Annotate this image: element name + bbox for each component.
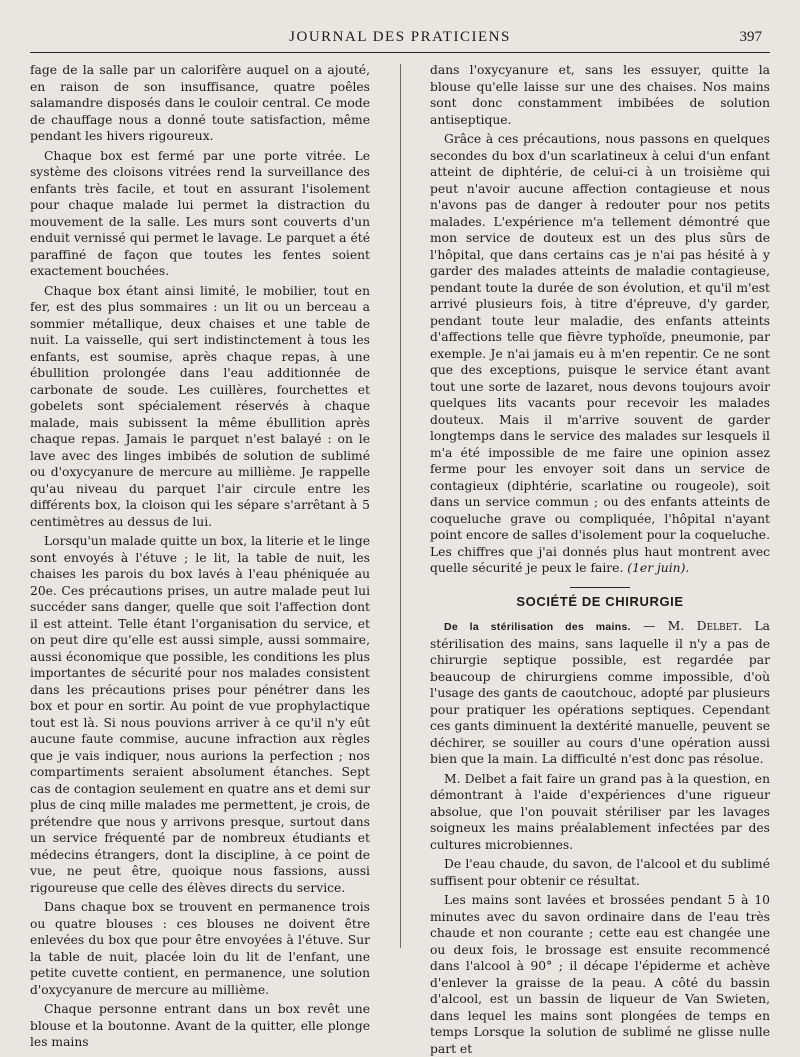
paragraph-text: Grâce à ces précautions, nous passons en quelques secondes du box d'un scarlatineux à celui d'un enfant atteint de diphtérie, de celui-ci à un troisième qui peut n'avoir aucune affection contagieuse et nous n'avons pas de danger à redouter pour nos petits malades. L'expérience m'a tellement démontré que mon service de douteux est un des plus sûrs de l'hôpital, que dans certains cas je n'ai pas hésité à y garder des malades atteints de maladie contagieuse, pendant toute la durée de son évolution, et qu'il m'est arrivé plusieurs fois, à titre d'épreuve, d'y garder, pendant toute leur maladie, des enfants atteints d'affections telle que fièvre typhoïde, pneumonie, par exemple. Je n'ai jamais eu à m'en repentir. Ce ne sont que des exceptions, puisque le service étant avant tout une sorte de lazaret, nous devons toujours avoir quelques lits vacants pour recevoir les malades douteux. Mais il m'arrive souvent de garder longtemps dans le service des malades sur lesquels il m'a été impossible de me faire une opinion assez ferme pour les envoyer soit dans un service de contagieux (diphtérie, scarlatine ou rougeole), soit dans un service commun ; ou des enfants atteints de coqueluche grave ou compliquée, l'hôpital n'ayant point encore de salles d'isolement pour la coqueluche. Les chiffres que j'ai donnés plus haut montrent avec quelle sécurité je peux le faire. [430, 132, 770, 575]
left-column [30, 62, 370, 1049]
dash: — M. [630, 619, 697, 633]
section-title: SOCIÉTÉ DE CHIRURGIE [516, 593, 684, 609]
page-header [30, 26, 770, 52]
paragraph: fage de la salle par un calorifère auquel on a ajouté, en raison de son insuffisance, quatre poêles salamandre disposés dans le couloir central. Ce mode de chauffage nous a donné toute satisfaction, même pendant les hivers rigoureux. [30, 63, 370, 143]
lead-text: . La stérilisation des mains, sans laquelle il n'y a pas de chirurgie septique possible, est regardée par beaucoup de chirurgiens comme impossible, d'où l'usage des gants de caoutchouc, adopté par plusieurs pour pratiquer les opérations septiques. Cependant ces gants diminuent la dextérité manuelle, peuvent se déchirer, se souiller au cours d'une opération aussi bien que la main. La difficulté n'est donc pas résolue. [430, 619, 770, 766]
two-column-body [30, 62, 770, 1056]
column-divider [400, 64, 401, 948]
paragraph: Chaque box étant ainsi limité, le mobilier, tout en fer, est des plus sommaires : un lit ou un berceau a sommier métallique, deux chaises et une table de nuit. La vaisselle, qui sert indistinctement à tous les enfants, est soumise, après chaque repas, à une ébullition prolongée dans l'eau additionnée de carbonate de soude. Les cuillères, fourchettes et gobelets sont spécialement réservés à chaque malade, mais subissent la même ébullition après chaque repas. Jamais le parquet n'est balayé : on le lave avec des linges imbibés de solution de sublimé ou d'oxycyanure de mercure au millième. Je rappelle qu'au niveau du parquet l'air circule entre les différents box, la cloison qui les sépare s'arrêtant à 5 centimètres au dessus de lui. [30, 283, 370, 529]
dateline: (1er juin). [627, 561, 690, 575]
paragraph: dans l'oxycyanure et, sans les essuyer, quitte la blouse qu'elle laisse sur une des chaises. Nos mains sont donc constamment imbibées de solution antiseptique. [430, 63, 770, 127]
paragraph: Les mains sont lavées et brossées pendant 5 à 10 minutes avec du savon ordinaire dans de l'eau très chaude et non courante ; cette eau est changée une ou deux fois, le brossage est ensuite recommencé dans l'alcool à 90° ; il décape l'épiderme et achève d'enlever la graisse de la peau. A côté du bassin d'alcool, est un bassin de liqueur de Van Swieten, dans lequel les mains sont plongées de temps en temps Lorsque la solution de sublimé ne glisse nulle part et [430, 893, 770, 1056]
paragraph: Chaque box est fermé par une porte vitrée. Le système des cloisons vitrées rend la surveillance des enfants très facile, et tout en assurant l'isolement pour chaque malade lui permet la distraction du mouvement de la salle. Les murs sont couverts d'un enduit vernissé qui permet le lavage. Le parquet a été paraffiné de façon que toutes les fentes soient exactement bouchées. [30, 148, 370, 278]
paragraph: M. Delbet a fait faire un grand pas à la question, en démontrant à l'aide d'expériences d'une rigueur absolue, que l'on pouvait stériliser par les lavages soigneux les mains préalablement infectées par des cultures microbiennes. [430, 771, 770, 852]
section-lead-paragraph [430, 618, 770, 768]
header-rule [30, 52, 770, 53]
paragraph: Chaque personne entrant dans un box revêt une blouse et la boutonne. Avant de la quitter, elle plonge les mains [30, 1002, 370, 1049]
right-column [430, 62, 770, 1056]
running-title: JOURNAL DES PRATICIENS [289, 29, 511, 45]
section-subhead: De la stérilisation des mains. [444, 621, 631, 633]
paragraph: De l'eau chaude, du savon, de l'alcool et du sublimé suffisent pour obtenir ce résultat. [430, 857, 770, 888]
section-rule [570, 587, 630, 588]
paragraph: Dans chaque box se trouvent en permanence trois ou quatre blouses : ces blouses ne doivent être enlevées du box que pour être envoyées à l'étuve. Sur la table de nuit, placée loin du lit de l'enfant, une petite cuvette contient, en permanence, une solution d'oxycyanure de mercure au millième. [30, 900, 370, 997]
author-name: Delbet [696, 619, 739, 633]
paragraph [430, 131, 770, 577]
paragraph: Lorsqu'un malade quitte un box, la literie et le linge sont envoyés à l'étuve ; le lit, la table de nuit, les chaises les parois du box lavés à l'eau phéniquée au 20e. Ces précautions prises, un autre malade peut lui succéder sans danger, quelle que soit l'affection dont il est atteint. Telle étant l'organisation du service, et on peut dire qu'elle est aussi simple, aussi sommaire, aussi économique que possible, les conditions les plus importantes de sécurité pour nos malades consistent dans les précautions prises pour pénétrer dans les box et pour en sortir. Au point de vue prophylactique tout est là. Si nous pouvions arriver à ce qu'il n'y eût aucune faute commise, aucune infraction aux règles que je vais indiquer, nous aurions la perfection ; nos compartiments seraient absolument étanches. Sept cas de contagion seulement en quatre ans et demi sur plus de cinq mille malades me permettent, je crois, de prétendre que nous y arrivons presque, surtout dans un service fréquenté par de nombreux étudiants et médecins étrangers, dont la discipline, à ce point de vue, ne peut être, quoique nous fassions, aussi rigoureuse que celle des élèves directs du service. [30, 534, 370, 895]
page-number: 397 [739, 29, 762, 45]
